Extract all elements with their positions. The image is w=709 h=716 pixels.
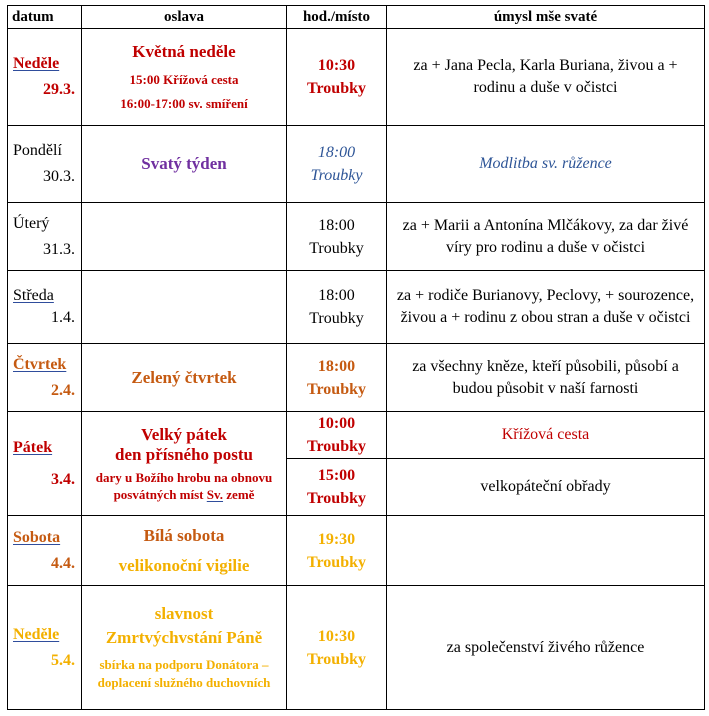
date-cell: [8, 126, 82, 203]
mass-place: Troubky: [310, 167, 363, 184]
header-time-place: hod./místo: [287, 6, 387, 29]
celebration-cell: [82, 126, 287, 203]
mass-place: Troubky: [307, 490, 366, 507]
mass-time: 15:00: [317, 467, 356, 484]
day-name: Neděle: [13, 625, 60, 643]
mass-place: Troubky: [307, 553, 366, 571]
date: 3.4.: [51, 470, 75, 488]
day-name: Úterý: [13, 214, 50, 232]
mass-time: 18:00: [318, 216, 355, 234]
intention-cell: velkopáteční obřady: [387, 459, 705, 516]
mass-time: 18:00: [317, 144, 356, 161]
table-row: [8, 203, 705, 271]
celebration-cell: [82, 29, 287, 126]
time-place-cell: [287, 29, 387, 126]
celebration-cell: [82, 344, 287, 412]
date: 30.3.: [43, 168, 75, 185]
date: 4.4.: [51, 554, 75, 572]
celebration-title: Bílá sobota: [143, 525, 225, 545]
mass-place: Troubky: [307, 80, 366, 97]
table-row: [8, 586, 705, 710]
day-name: Neděle: [13, 55, 60, 72]
celebration-note: sbírka na podporu Donátora – doplacení služného duchovních: [97, 656, 271, 690]
mass-place: Troubky: [307, 650, 366, 668]
mass-place: Troubky: [309, 310, 364, 327]
celebration-cell: [82, 516, 287, 586]
intention-cell: za + Marii a Antonína Mlčákovy, za dar živé víry pro rodinu a duše v očistci: [387, 203, 705, 271]
celebration-subtitle: velikonoční vigilie: [118, 555, 250, 575]
celebration-line: 16:00-17:00 sv. smíření: [120, 96, 248, 111]
celebration-cell: [82, 412, 287, 516]
intention-cell: Modlitba sv. růžence: [387, 126, 705, 203]
time-place-cell: [287, 271, 387, 344]
mass-time: 10:30: [317, 57, 356, 74]
date: 31.3.: [43, 240, 75, 258]
day-name: Středa: [13, 287, 54, 304]
celebration-subtitle: Zmrtvýchvstání Páně: [105, 627, 263, 647]
celebration-line: 15:00 Křížová cesta: [129, 72, 239, 87]
mass-place: Troubky: [307, 380, 366, 398]
celebration-title: Svatý týden: [141, 154, 227, 173]
date: 2.4.: [51, 381, 75, 399]
header-intention: úmysl mše svaté: [387, 6, 705, 29]
table-row: [8, 516, 705, 586]
celebration-cell: [82, 271, 287, 344]
date-cell: [8, 203, 82, 271]
time-place-cell: [287, 459, 387, 516]
table-row: [8, 271, 705, 344]
date-cell: [8, 271, 82, 344]
intention-cell: za společenství živého růžence: [387, 586, 705, 710]
celebration-title: Zelený čtvrtek: [131, 367, 237, 387]
day-name: Pondělí: [13, 142, 62, 159]
day-name: Čtvrtek: [13, 355, 67, 373]
note-underlined: Sv.: [206, 486, 224, 502]
mass-place: Troubky: [307, 438, 366, 455]
mass-time: 19:30: [317, 530, 356, 548]
celebration-cell: [82, 203, 287, 271]
day-name: Sobota: [13, 528, 61, 546]
time-place-cell: [287, 344, 387, 412]
header-datum: datum: [8, 6, 82, 29]
table-row: [8, 29, 705, 126]
intention-cell: Křížová cesta: [387, 412, 705, 459]
date-cell: [8, 412, 82, 516]
table-row: [8, 126, 705, 203]
day-name: Pátek: [13, 438, 53, 456]
mass-schedule-table: [7, 5, 705, 710]
header-row: [8, 6, 705, 29]
mass-time: 18:00: [318, 287, 355, 304]
date: 29.3.: [43, 81, 75, 98]
intention-cell: za všechny kněze, kteří působili, působí a budou působit v naší farnosti: [387, 344, 705, 412]
celebration-subtitle: den přísného postu: [115, 444, 253, 464]
date-cell: [8, 29, 82, 126]
intention-cell: za + Jana Pecla, Karla Buriana, živou a + rodinu a duše v očistci: [387, 29, 705, 126]
time-place-cell: [287, 203, 387, 271]
mass-time: 10:30: [317, 627, 356, 645]
intention-cell: za + rodiče Burianovy, Peclovy, + sourozence, živou a + rodinu z obou stran a duše v očistci: [387, 271, 705, 344]
mass-time: 10:00: [317, 415, 356, 432]
date-cell: [8, 586, 82, 710]
time-place-cell: [287, 516, 387, 586]
date-cell: [8, 516, 82, 586]
date-cell: [8, 344, 82, 412]
table-row: [8, 344, 705, 412]
date: 1.4.: [51, 309, 75, 326]
celebration-title: Velký pátek: [141, 424, 227, 444]
time-place-cell: [287, 126, 387, 203]
celebration-cell: [82, 586, 287, 710]
mass-time: 18:00: [317, 357, 356, 375]
celebration-title: slavnost: [154, 603, 214, 623]
time-place-cell: [287, 412, 387, 459]
header-oslava: oslava: [82, 6, 287, 29]
celebration-note: dary u Božího hrobu na obnovu posvátných míst Sv. země: [95, 469, 273, 502]
table-row: [8, 412, 705, 459]
date: 5.4.: [51, 651, 75, 669]
celebration-title: Květná neděle: [132, 42, 236, 61]
mass-place: Troubky: [309, 239, 364, 257]
time-place-cell: [287, 586, 387, 710]
intention-cell: [387, 516, 705, 586]
